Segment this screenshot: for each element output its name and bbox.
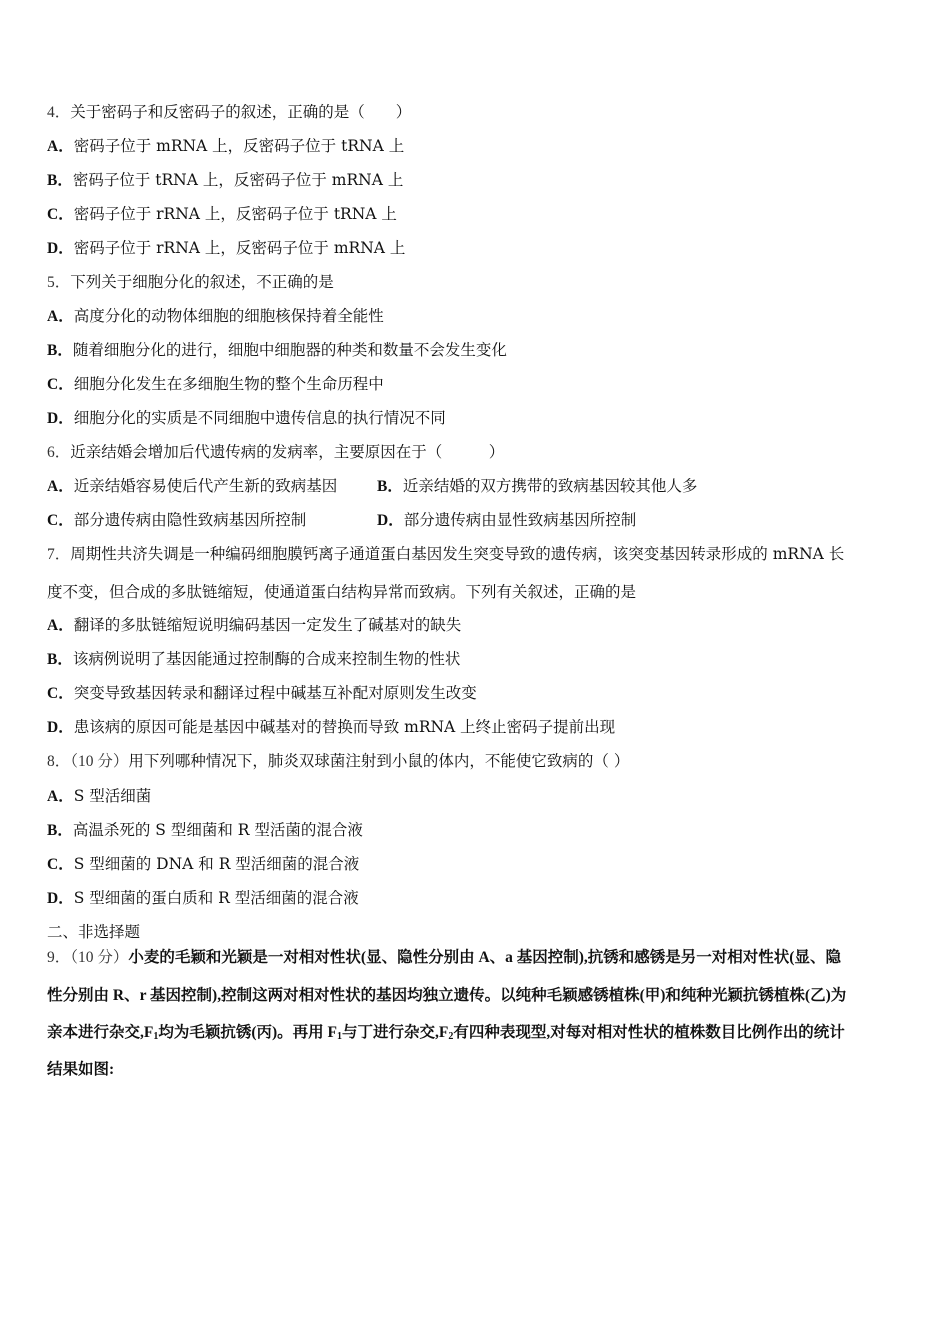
q8-option-d-text: S 型细菌的蛋白质和 R 型活细菌的混合液 xyxy=(73,889,359,907)
q8-option-c-label: C． xyxy=(47,856,74,873)
q4-stem xyxy=(47,101,411,124)
q5-stem xyxy=(47,271,334,294)
q9-line4 xyxy=(47,1058,114,1081)
q7-option-a-text: 翻译的多肽链缩短说明编码基因一定发生了碱基对的缺失 xyxy=(73,616,462,634)
q5-option-b-text: 随着细胞分化的进行，细胞中细胞器的种类和数量不会发生变化 xyxy=(72,341,507,359)
q7-option-b-label: B． xyxy=(47,651,73,668)
q9-number: 9． xyxy=(47,949,71,966)
q9-score: （10 分） xyxy=(70,949,129,966)
q4-option-b-label: B． xyxy=(47,172,73,189)
section-title xyxy=(47,921,140,943)
q7-option-b xyxy=(47,648,460,671)
q9-line3-sub3: 2 xyxy=(448,1031,454,1042)
q4-option-c xyxy=(47,203,397,226)
q9-line3-sub1: 1 xyxy=(153,1031,159,1042)
q7-option-c-label: C． xyxy=(47,685,74,702)
q4-option-c-label: C． xyxy=(47,206,74,223)
q8-option-d-label: D． xyxy=(47,890,74,907)
q6-option-d xyxy=(377,509,636,532)
section-title-text: 二、非选择题 xyxy=(47,923,141,941)
q6-option-b-text: 近亲结婚的双方携带的致病基因较其他人多 xyxy=(402,477,698,495)
q9-line1-text: 小麦的毛颖和光颖是一对相对性状(显、隐性分别由 A、a 基因控制),抗锈和感锈是另一对相对性状(显、隐 xyxy=(128,949,841,966)
q7-stem-line1 xyxy=(47,543,844,566)
q4-option-d-label: D． xyxy=(47,240,74,257)
q9-line1 xyxy=(47,946,841,969)
q5-number: 5． xyxy=(47,274,71,291)
q7-option-a-label: A． xyxy=(47,617,74,634)
q4-stem-text: 关于密码子和反密码子的叙述，正确的是（ ） xyxy=(70,103,412,121)
q6-option-d-label: D． xyxy=(377,512,404,529)
q4-option-a xyxy=(47,135,404,158)
q7-option-d xyxy=(47,716,615,739)
q9-line3 xyxy=(47,1021,845,1048)
q4-option-d-text: 密码子位于 rRNA 上，反密码子位于 mRNA 上 xyxy=(73,239,406,257)
q5-option-a-label: A． xyxy=(47,308,74,325)
q4-number: 4． xyxy=(47,104,71,121)
q9-line4-text: 结果如图: xyxy=(47,1061,115,1078)
q6-stem-text: 近亲结婚会增加后代遗传病的发病率，主要原因在于（ ） xyxy=(70,443,505,461)
q9-line2-text: 性分别由 R、r 基因控制),控制这两对相对性状的基因均独立遗传。以纯种毛颖感锈植株(甲)和纯种光颖抗锈植株(乙)为 xyxy=(47,987,847,1004)
q6-number: 6． xyxy=(47,444,71,461)
q8-stem xyxy=(47,750,629,773)
q5-option-b xyxy=(47,339,507,362)
q7-option-c xyxy=(47,682,477,705)
q8-option-b-label: B． xyxy=(47,822,73,839)
q9-line3-part-d: 有四种表现型,对每对相对性状的植株数目比例作出的统计 xyxy=(453,1024,845,1041)
q8-option-c xyxy=(47,853,359,876)
q4-option-c-text: 密码子位于 rRNA 上，反密码子位于 tRNA 上 xyxy=(73,205,397,223)
q5-option-c xyxy=(47,373,384,396)
q5-stem-text: 下列关于细胞分化的叙述，不正确的是 xyxy=(70,273,334,291)
q9-line3-part-a: 亲本进行杂交,F xyxy=(47,1024,154,1041)
q9-line2 xyxy=(47,984,846,1007)
q9-line3-part-c: 与丁进行杂交,F xyxy=(342,1024,449,1041)
q7-number: 7． xyxy=(47,546,71,563)
q8-number: 8． xyxy=(47,753,71,770)
q7-option-c-text: 突变导致基因转录和翻译过程中碱基互补配对原则发生改变 xyxy=(73,684,477,702)
q6-option-d-text: 部分遗传病由显性致病基因所控制 xyxy=(403,511,637,529)
q5-option-c-text: 细胞分化发生在多细胞生物的整个生命历程中 xyxy=(73,375,384,393)
q8-option-a xyxy=(47,785,151,808)
q4-option-b-text: 密码子位于 tRNA 上，反密码子位于 mRNA 上 xyxy=(72,171,404,189)
q5-option-b-label: B． xyxy=(47,342,73,359)
q7-option-d-label: D． xyxy=(47,719,74,736)
q6-option-c xyxy=(47,509,306,532)
q6-stem xyxy=(47,441,504,464)
q5-option-c-label: C． xyxy=(47,376,74,393)
q8-option-b xyxy=(47,819,363,842)
q6-option-a-label: A． xyxy=(47,478,74,495)
q5-option-d xyxy=(47,407,446,430)
q8-option-b-text: 高温杀死的 S 型细菌和 R 型活菌的混合液 xyxy=(72,821,363,839)
q7-stem-line2-text: 度不变，但合成的多肽链缩短，使通道蛋白结构异常而致病。下列有关叙述，正确的是 xyxy=(47,583,637,601)
q4-option-a-label: A． xyxy=(47,138,74,155)
q8-option-a-label: A． xyxy=(47,788,74,805)
q9-line3-sub2: 1 xyxy=(337,1031,343,1042)
q6-option-a xyxy=(47,475,337,498)
q8-option-d xyxy=(47,887,359,910)
q5-option-a-text: 高度分化的动物体细胞的细胞核保持着全能性 xyxy=(73,307,384,325)
q5-option-d-text: 细胞分化的实质是不同细胞中遗传信息的执行情况不同 xyxy=(73,409,446,427)
q7-option-b-text: 该病例说明了基因能通过控制酶的合成来控制生物的性状 xyxy=(72,650,461,668)
q6-option-b xyxy=(377,475,697,498)
q4-option-d xyxy=(47,237,405,260)
q6-option-c-text: 部分遗传病由隐性致病基因所控制 xyxy=(73,511,307,529)
q7-stem-line2 xyxy=(47,581,636,603)
q6-option-c-label: C． xyxy=(47,512,74,529)
q7-option-d-text: 患该病的原因可能是基因中碱基对的替换而导致 mRNA 上终止密码子提前出现 xyxy=(73,718,616,736)
q7-option-a xyxy=(47,614,461,637)
q7-stem-line1-text: 周期性共济失调是一种编码细胞膜钙离子通道蛋白基因发生突变导致的遗传病，该突变基因转录形成的 mRNA 长 xyxy=(70,545,845,563)
q8-score: （10 分） xyxy=(70,753,129,770)
q5-option-a xyxy=(47,305,384,328)
q8-option-c-text: S 型细菌的 DNA 和 R 型活细菌的混合液 xyxy=(73,855,360,873)
q6-option-a-text: 近亲结婚容易使后代产生新的致病基因 xyxy=(73,477,338,495)
q4-option-b xyxy=(47,169,403,192)
q6-option-b-label: B． xyxy=(377,478,403,495)
q5-option-d-label: D． xyxy=(47,410,74,427)
q8-stem-text: 用下列哪种情况下，肺炎双球菌注射到小鼠的体内，不能使它致病的（ ） xyxy=(128,752,630,770)
q9-line3-part-b: 均为毛颖抗锈(丙)。再用 F xyxy=(158,1024,338,1041)
q8-option-a-text: S 型活细菌 xyxy=(73,787,152,805)
q4-option-a-text: 密码子位于 mRNA 上，反密码子位于 tRNA 上 xyxy=(73,137,405,155)
